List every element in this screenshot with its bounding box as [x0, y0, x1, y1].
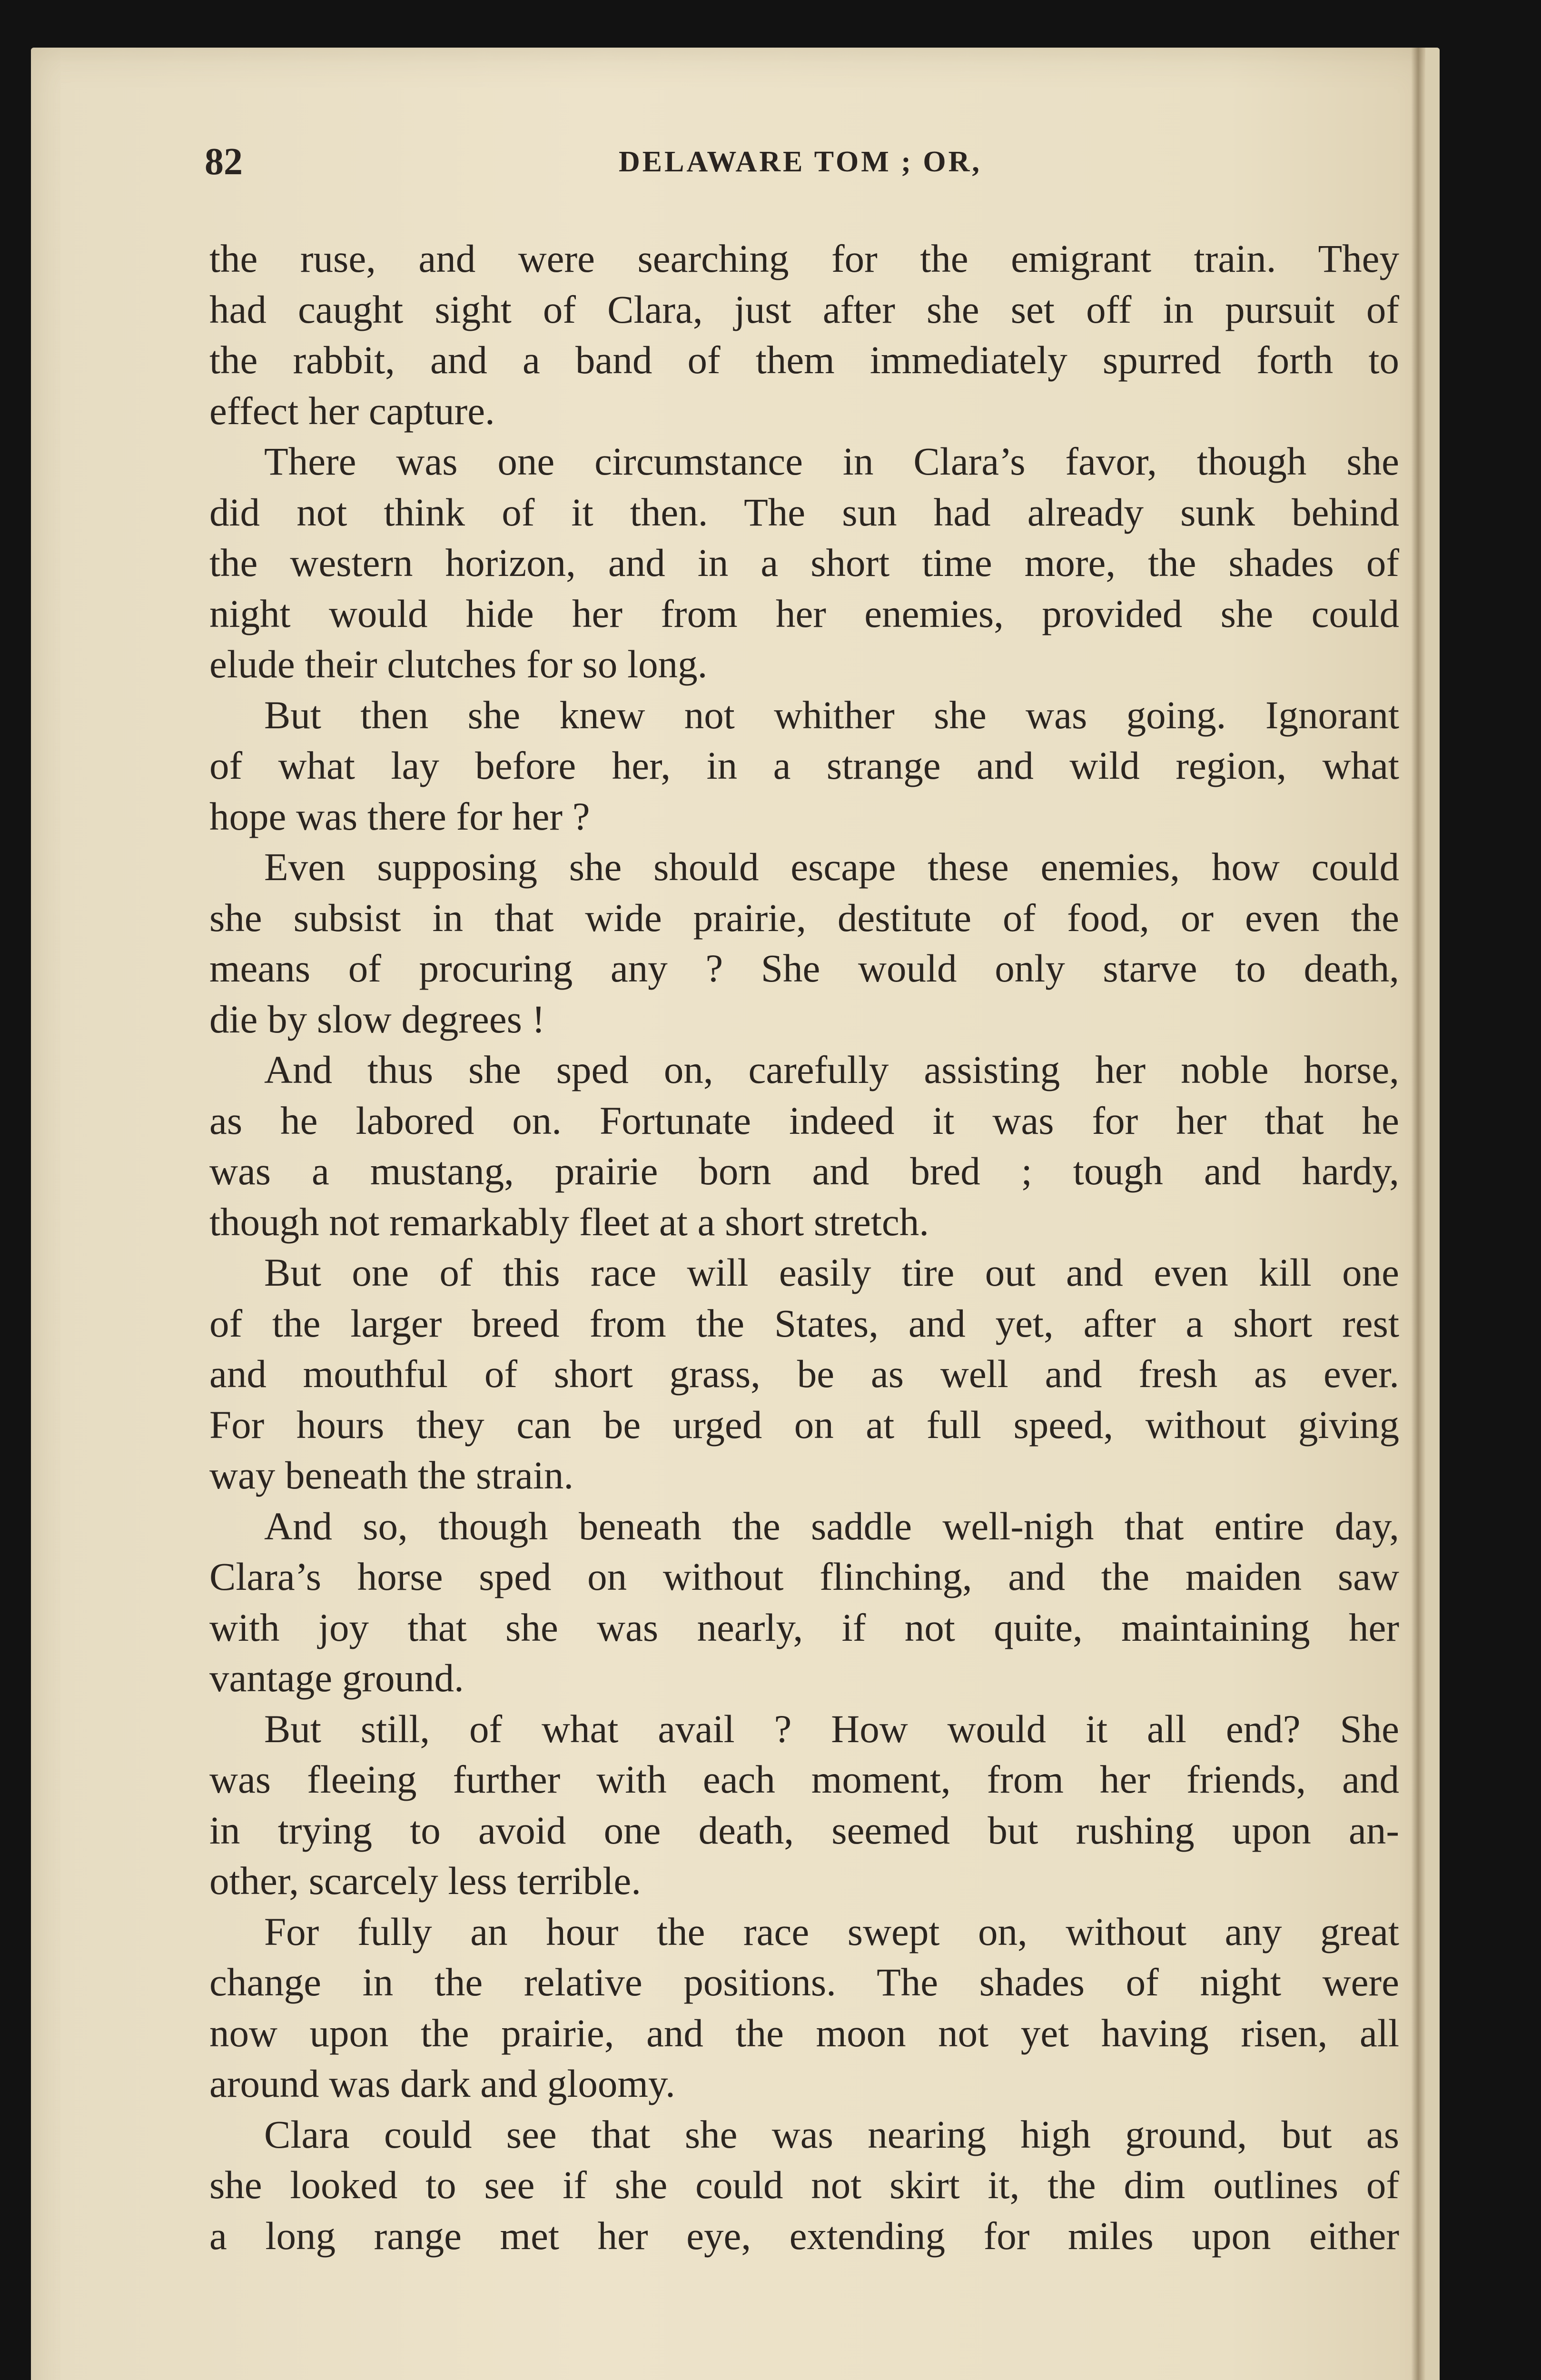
- text-line: change in the relative positions. The shades of night were: [209, 1960, 1399, 2004]
- text-line: she subsist in that wide prairie, destitute of food, or even the: [209, 895, 1399, 940]
- text-line: For hours they can be urged on at full speed, without giving: [209, 1402, 1399, 1447]
- text-line: as he labored on. Fortunate indeed it was for her that he: [209, 1098, 1399, 1142]
- text-line: hope was there for her ?: [209, 794, 590, 838]
- text-line: did not think of it then. The sun had already sunk behind: [209, 490, 1399, 534]
- text-line: in trying to avoid one death, seemed but rushing upon an-: [209, 1808, 1399, 1852]
- text-line: now upon the prairie, and the moon not yet having risen, all: [209, 2011, 1399, 2055]
- text-line: of the larger breed from the States, and yet, after a short rest: [209, 1301, 1399, 1345]
- text-line: night would hide her from her enemies, provided she could: [209, 591, 1399, 635]
- text-line: the ruse, and were searching for the emigrant train. They: [209, 237, 1399, 280]
- text-line: had caught sight of Clara, just after she set off in pursuit of: [209, 287, 1399, 331]
- text-line: For fully an hour the race swept on, without any great: [264, 1909, 1399, 1954]
- page-number: 82: [205, 141, 243, 183]
- text-line: effect her capture.: [209, 388, 495, 433]
- text-line: die by slow degrees !: [209, 997, 545, 1041]
- text-line: Even supposing she should escape these enemies, how could: [264, 845, 1399, 889]
- text-line: she looked to see if she could not skirt it, the dim outlines of: [209, 2163, 1399, 2207]
- text-line: though not remarkably fleet at a short stretch.: [209, 1200, 929, 1244]
- running-title: DELAWARE TOM ; OR,: [619, 146, 982, 178]
- text-line: the rabbit, and a band of them immediately spurred forth to: [209, 338, 1399, 382]
- text-line: vantage ground.: [209, 1656, 464, 1700]
- text-line: Clara could see that she was nearing high ground, but as: [264, 2112, 1399, 2156]
- facing-page-edge: [1425, 48, 1440, 2380]
- text-line: the western horizon, and in a short time more, the shades of: [209, 541, 1399, 585]
- text-line: a long range met her eye, extending for miles upon either: [209, 2213, 1399, 2258]
- text-line: But still, of what avail ? How would it all end? She: [264, 1706, 1399, 1751]
- running-head: [205, 140, 1375, 198]
- text-line: There was one circumstance in Clara’s favor, though she: [264, 439, 1399, 483]
- text-line: was fleeing further with each moment, from her friends, and: [209, 1757, 1399, 1801]
- text-line: way beneath the strain.: [209, 1453, 574, 1497]
- text-line: was a mustang, prairie born and bred ; tough and hardy,: [209, 1149, 1399, 1193]
- text-line: other, scarcely less terrible.: [209, 1859, 641, 1903]
- text-line: But then she knew not whither she was going. Ignorant: [264, 693, 1399, 737]
- text-line: And so, though beneath the saddle well-nigh that entire day,: [264, 1504, 1399, 1548]
- body-text: [209, 233, 1399, 2261]
- text-line: around was dark and gloomy.: [209, 2062, 675, 2105]
- page-gutter: [1411, 48, 1425, 2380]
- text-line: means of procuring any ? She would only starve to death,: [209, 946, 1399, 990]
- text-line: But one of this race will easily tire out and even kill one: [264, 1250, 1399, 1294]
- text-line: Clara’s horse sped on without flinching, and the maiden saw: [209, 1555, 1399, 1598]
- text-line: of what lay before her, in a strange and wild region, what: [209, 744, 1399, 787]
- text-line: elude their clutches for so long.: [209, 642, 708, 686]
- text-line: And thus she sped on, carefully assisting her noble horse,: [264, 1048, 1399, 1091]
- text-line: and mouthful of short grass, be as well and fresh as ever.: [209, 1352, 1399, 1396]
- text-line: with joy that she was nearly, if not quite, maintaining her: [209, 1605, 1399, 1649]
